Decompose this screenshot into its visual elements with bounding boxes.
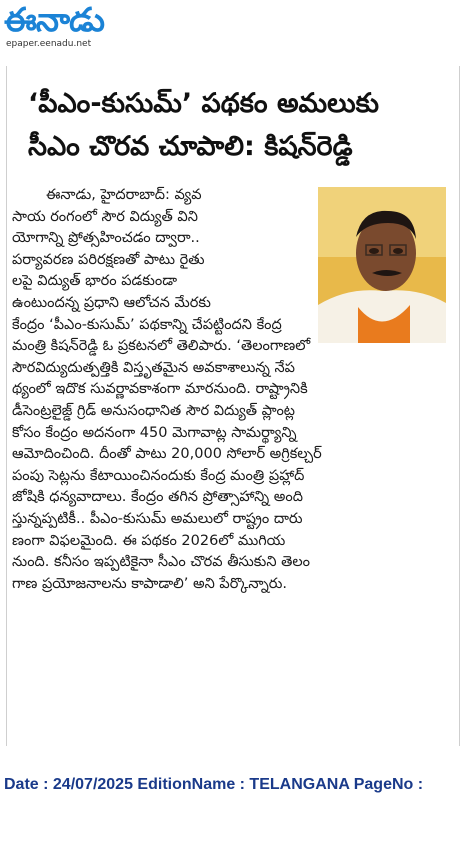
- article-line: ఈనాడు, హైదరాబాద్: వ్యవ: [46, 187, 202, 203]
- article-line: పంపు సెట్లను కేటాయించినందుకు కేంద్ర మంత్రి ప్రహ్లాద్: [12, 467, 305, 484]
- article-line: సౌరవిద్యుదుత్పత్తికి విస్తృతమైన అవకాశాలున్న నేప: [12, 359, 295, 376]
- article-line: యోగాన్ని ప్రోత్సహించడం ద్వారా..: [12, 230, 200, 247]
- article-line: డీసెంట్రలైజ్డ్ గ్రిడ్ అనుసంధానిత సౌర విద్యుత్ ప్లాంట్ల: [12, 402, 295, 419]
- article-line: ణంగా విఫలమైంది. ఈ పథకం 2026లో ముగియ: [12, 532, 286, 549]
- article-line: ఆమోదించింది. దీంతో పాటు 20,000 సోలార్ అగ్రికల్చర్: [12, 446, 322, 463]
- article-line: ఉంటుందన్న ప్రధాని ఆలోచన మేరకు: [12, 294, 211, 311]
- article-line: గాణ ప్రయోజనాలను కాపాడాలి’ అని పేర్కొన్నారు.: [12, 575, 287, 592]
- article-line: స్తున్నప్పటికీ.. పీఎం-కుసుమ్ అమలులో రాష్ట్రం దారు: [12, 510, 303, 527]
- article-line: థ్యంలో ఇదొక సువర్ణావకాశంగా మారనుంది. రాష్ట్రానికి: [12, 381, 308, 398]
- article-headline: [28, 82, 448, 168]
- epaper-site-label: epaper.eenadu.net: [6, 39, 92, 49]
- article-line: కేంద్రం ‘పీఎం-కుసుమ్’ పథకాన్ని చేపట్టిందని కేంద్ర: [12, 316, 282, 333]
- eenadu-logo[interactable]: ఈనాడు: [4, 0, 104, 39]
- edition-info: Date : 24/07/2025 EditionName : TELANGANA PageNo :: [4, 776, 424, 793]
- article-line: మంత్రి కిషన్‌రెడ్డి ఓ ప్రకటనలో తెలిపారు. ‘తెలంగాణలో: [12, 338, 311, 355]
- headline-line-2: సీఎం చొరవ చూపాలి: కిషన్‌రెడ్డి: [28, 131, 353, 162]
- article-body: [12, 185, 452, 595]
- article-line: లపై విద్యుత్ భారం పడకుండా: [12, 273, 178, 290]
- article-line: సాయ రంగంలో సౌర విద్యుత్ విని: [12, 208, 198, 225]
- article-line: పర్యావరణ పరిరక్షణతో పాటు రైతు: [12, 251, 205, 268]
- masthead: [0, 0, 465, 62]
- article-line: జోషికి ధన్యవాదాలు. కేంద్రం తగిన ప్రోత్సాహాన్ని అంది: [12, 489, 303, 506]
- article-line: కోసం కేంద్రం అదనంగా 450 మెగావాట్ల సామర్థ్యాన్ని: [12, 424, 297, 441]
- article-line: నుంది. కనీసం ఇప్పటికైనా సీఎం చొరవ తీసుకుని తెలం: [12, 554, 311, 571]
- headline-line-1: ‘పీఎం-కుసుమ్’ పథకం అమలుకు: [28, 88, 380, 119]
